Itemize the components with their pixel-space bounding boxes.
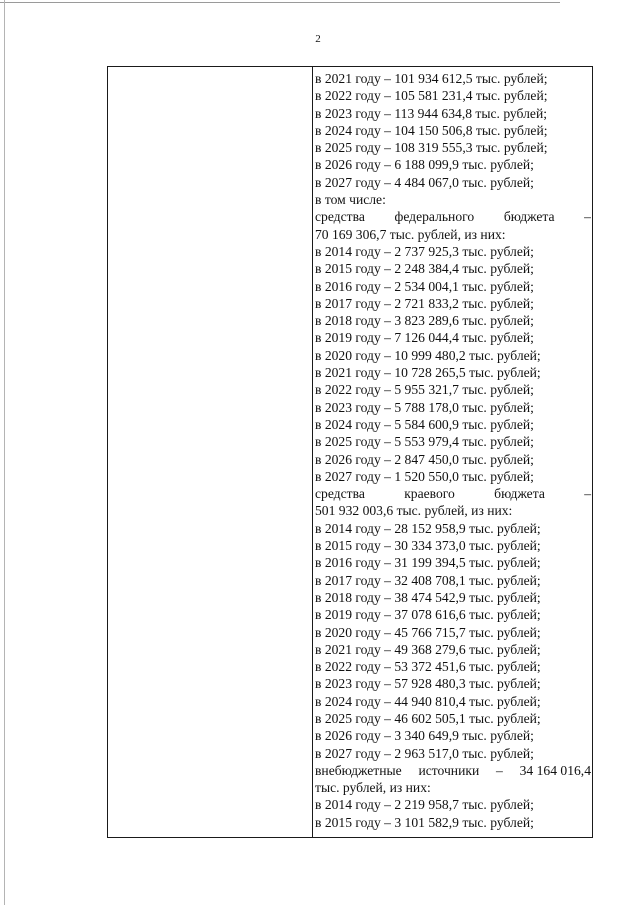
text-line	[315, 762, 591, 779]
text-line: в 2018 году – 3 823 289,6 тыс. рублей;	[315, 313, 534, 329]
scan-edge-left	[4, 0, 5, 905]
text-line: в 2018 году – 38 474 542,9 тыс. рублей;	[315, 589, 541, 605]
text-line: в 2016 году – 31 199 394,5 тыс. рублей;	[315, 555, 541, 571]
text-word: федерального	[394, 209, 475, 225]
text-line: в 2026 году – 6 188 099,9 тыс. рублей;	[315, 157, 534, 173]
text-line: в 2016 году – 2 534 004,1 тыс. рублей;	[315, 278, 534, 294]
text-line: в 2027 году – 4 484 067,0 тыс. рублей;	[315, 174, 534, 190]
text-line: в 2019 году – 37 078 616,6 тыс. рублей;	[315, 607, 541, 623]
text-line: в 2022 году – 5 955 321,7 тыс. рублей;	[315, 382, 534, 398]
text-word: –	[496, 762, 503, 778]
text-word: средства	[315, 486, 365, 502]
text-line	[315, 485, 591, 502]
text-line: в 2026 году – 3 340 649,9 тыс. рублей;	[315, 728, 534, 744]
text-line: в 2025 году – 5 553 979,4 тыс. рублей;	[315, 434, 534, 450]
text-line: в 2014 году – 28 152 958,9 тыс. рублей;	[315, 520, 541, 536]
text-line: в 2022 году – 53 372 451,6 тыс. рублей;	[315, 659, 541, 675]
financing-cell-text	[315, 70, 591, 831]
text-line: в 2015 году – 2 248 384,4 тыс. рублей;	[315, 261, 534, 277]
text-word: 34 164 016,4	[519, 762, 591, 778]
text-line: в 2021 году – 49 368 279,6 тыс. рублей;	[315, 641, 541, 657]
text-line: 70 169 306,7 тыс. рублей, из них:	[315, 226, 506, 242]
text-line: в 2023 году – 5 788 178,0 тыс. рублей;	[315, 399, 534, 415]
text-word: средства	[315, 209, 365, 225]
text-line: в 2017 году – 2 721 833,2 тыс. рублей;	[315, 295, 534, 311]
text-line: 501 932 003,6 тыс. рублей, из них:	[315, 503, 513, 519]
text-line	[315, 208, 591, 225]
text-word: краевого	[404, 486, 455, 502]
text-line: в 2025 году – 108 319 555,3 тыс. рублей;	[315, 140, 548, 156]
text-word: –	[584, 486, 591, 502]
text-line: в 2023 году – 57 928 480,3 тыс. рублей;	[315, 676, 541, 692]
text-line: в 2027 году – 1 520 550,0 тыс. рублей;	[315, 468, 534, 484]
text-word: бюджета	[494, 486, 545, 502]
text-line: в 2023 году – 113 944 634,8 тыс. рублей;	[315, 105, 547, 121]
text-word: бюджета	[503, 209, 555, 225]
text-word: –	[584, 209, 591, 225]
text-line: в 2021 году – 10 728 265,5 тыс. рублей;	[315, 365, 541, 381]
text-word: внебюджетные	[315, 762, 402, 778]
text-line: в 2019 году – 7 126 044,4 тыс. рублей;	[315, 330, 534, 346]
text-line: в 2024 году – 44 940 810,4 тыс. рублей;	[315, 693, 541, 709]
text-line: в 2024 году – 5 584 600,9 тыс. рублей;	[315, 416, 534, 432]
text-line: в 2017 году – 32 408 708,1 тыс. рублей;	[315, 572, 541, 588]
text-line: в 2014 году – 2 219 958,7 тыс. рублей;	[315, 797, 534, 813]
page-number: 2	[315, 33, 321, 45]
scan-edge-top	[0, 2, 560, 3]
text-line: в 2020 году – 10 999 480,2 тыс. рублей;	[315, 347, 541, 363]
text-word: источники	[418, 762, 480, 778]
financing-table	[107, 66, 593, 838]
text-line: в том числе:	[315, 192, 386, 208]
text-line: в 2014 году – 2 737 925,3 тыс. рублей;	[315, 243, 534, 259]
text-line: в 2020 году – 45 766 715,7 тыс. рублей;	[315, 624, 541, 640]
text-line: в 2027 году – 2 963 517,0 тыс. рублей;	[315, 745, 534, 761]
text-line: в 2015 году – 3 101 582,9 тыс. рублей;	[315, 814, 534, 830]
text-line: тыс. рублей, из них:	[315, 780, 431, 796]
text-line: в 2022 году – 105 581 231,4 тыс. рублей;	[315, 88, 548, 104]
text-line: в 2026 году – 2 847 450,0 тыс. рублей;	[315, 451, 534, 467]
text-line: в 2021 году – 101 934 612,5 тыс. рублей;	[315, 71, 548, 86]
text-line: в 2015 году – 30 334 373,0 тыс. рублей;	[315, 538, 541, 554]
column-divider	[312, 67, 313, 837]
text-line: в 2024 году – 104 150 506,8 тыс. рублей;	[315, 122, 548, 138]
text-line: в 2025 году – 46 602 505,1 тыс. рублей;	[315, 710, 541, 726]
